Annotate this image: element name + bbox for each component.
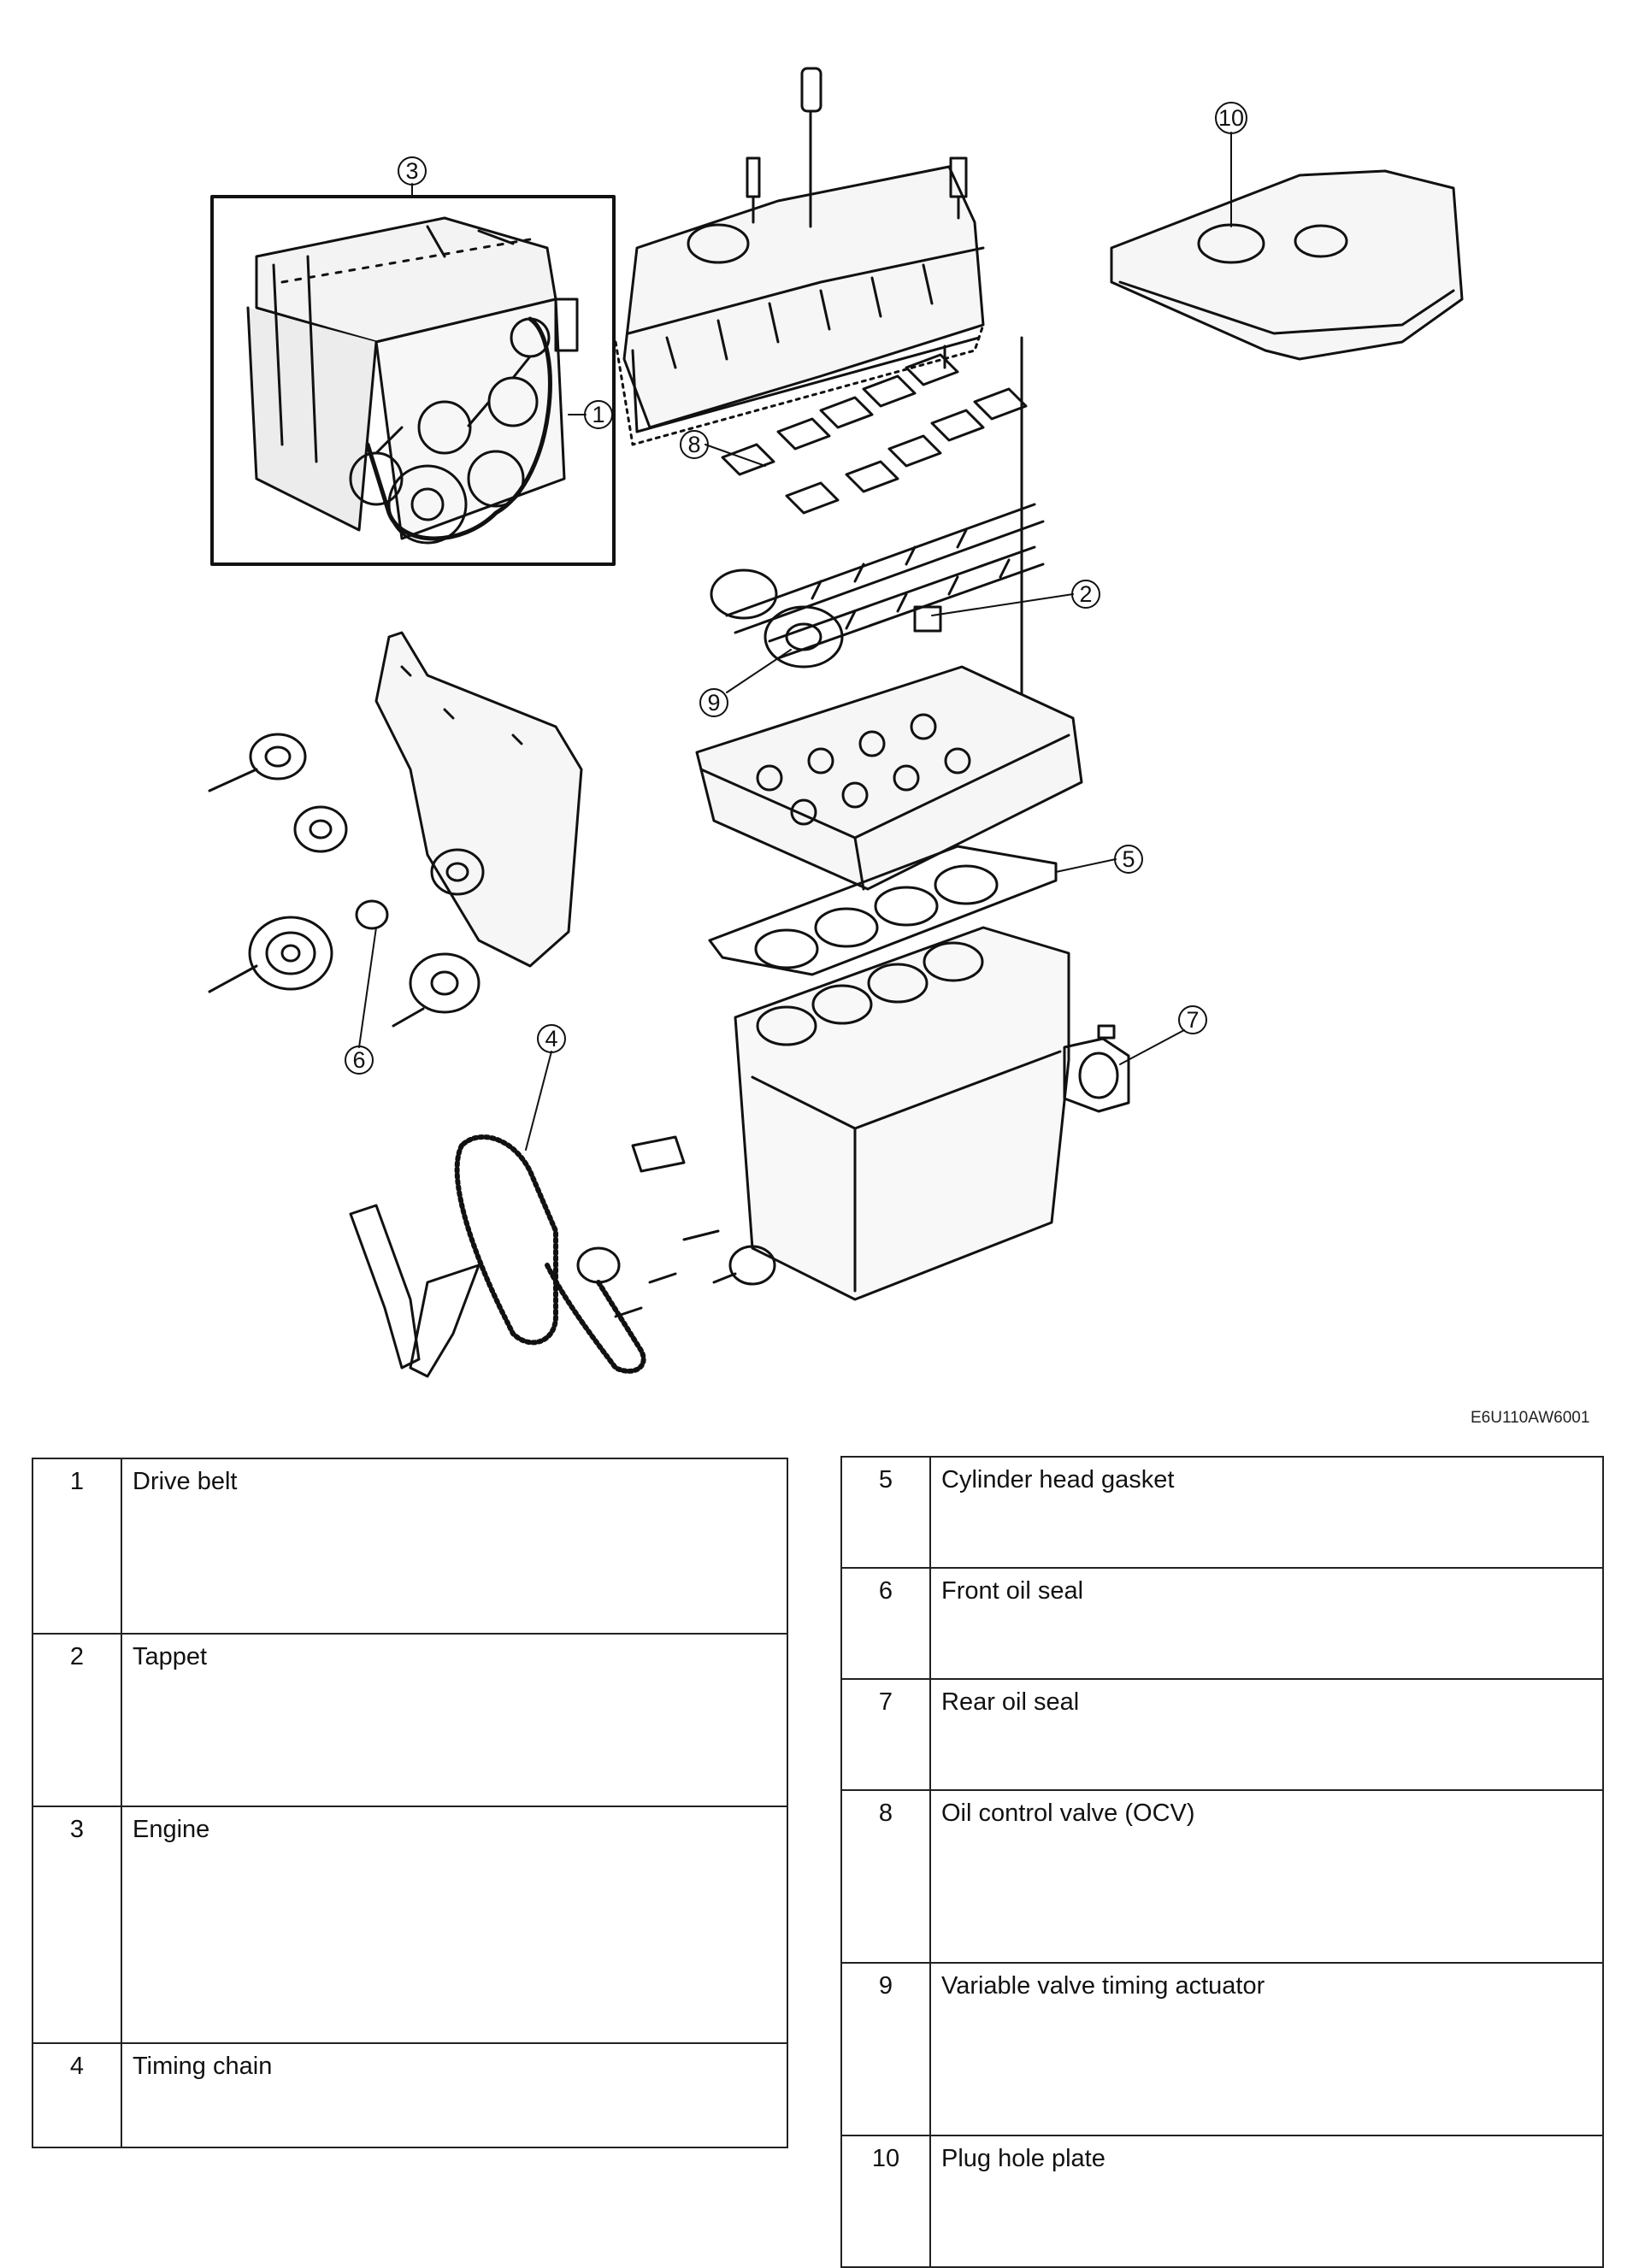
legend-part-name: Engine — [121, 1806, 787, 2043]
callout-5 — [1115, 845, 1142, 873]
legend-part-name: Drive belt — [121, 1458, 787, 1634]
legend-part-name: Plug hole plate — [930, 2135, 1603, 2267]
svg-text:8: 8 — [687, 432, 701, 457]
legend-row — [841, 2135, 1603, 2267]
callout-8 — [681, 431, 708, 458]
legend-table-left — [32, 1458, 788, 2148]
callout-6 — [345, 1046, 373, 1074]
callout-1 — [585, 401, 612, 428]
callout-10 — [1216, 103, 1247, 133]
legend-row — [841, 1790, 1603, 1963]
legend-number: 8 — [841, 1790, 930, 1963]
svg-text:2: 2 — [1079, 581, 1093, 607]
rear-oil-seal-part — [1064, 1026, 1129, 1111]
svg-text:7: 7 — [1186, 1007, 1200, 1033]
plug-hole-plate-part — [1111, 171, 1462, 359]
legend-number: 1 — [32, 1458, 121, 1634]
legend-row — [32, 1634, 787, 1806]
legend-number: 2 — [32, 1634, 121, 1806]
legend-part-name: Oil control valve (OCV) — [930, 1790, 1603, 1963]
legend-part-name: Tappet — [121, 1634, 787, 1806]
legend-row — [841, 1568, 1603, 1679]
legend-number: 10 — [841, 2135, 930, 2267]
svg-text:1: 1 — [592, 402, 605, 427]
svg-text:4: 4 — [545, 1026, 558, 1052]
figure-code: E6U110AW6001 — [1471, 1409, 1590, 1427]
legend-part-name: Front oil seal — [930, 1568, 1603, 1679]
svg-text:5: 5 — [1122, 846, 1135, 872]
callout-7 — [1179, 1006, 1206, 1034]
legend-number: 7 — [841, 1679, 930, 1790]
timing-chain-cover — [376, 633, 581, 966]
engine-inset — [212, 197, 614, 564]
cam-cover — [616, 167, 983, 445]
callout-4 — [538, 1025, 565, 1052]
legend-row — [841, 1457, 1603, 1568]
legend-row — [841, 1963, 1603, 2135]
legend-row — [32, 2043, 787, 2147]
svg-text:10: 10 — [1217, 105, 1245, 131]
timing-chain-assembly — [351, 1137, 775, 1376]
legend-number: 5 — [841, 1457, 930, 1568]
legend-number: 3 — [32, 1806, 121, 2043]
svg-text:6: 6 — [352, 1047, 366, 1073]
legend-number: 6 — [841, 1568, 930, 1679]
callout-9 — [700, 689, 728, 716]
svg-text:9: 9 — [707, 690, 721, 716]
cylinder-block — [735, 928, 1069, 1299]
legend-part-name: Timing chain — [121, 2043, 787, 2147]
svg-text:3: 3 — [405, 158, 419, 184]
legend-part-name: Variable valve timing actuator — [930, 1963, 1603, 2135]
legend-row — [32, 1458, 787, 1634]
callout-3 — [398, 157, 426, 185]
legend-row — [32, 1806, 787, 2043]
legend-number: 9 — [841, 1963, 930, 2135]
callout-2 — [1072, 580, 1100, 608]
legend-part-name: Rear oil seal — [930, 1679, 1603, 1790]
legend-row — [841, 1679, 1603, 1790]
legend-part-name: Cylinder head gasket — [930, 1457, 1603, 1568]
cylinder-head — [697, 667, 1082, 889]
legend-table-right — [840, 1456, 1604, 2268]
legend-number: 4 — [32, 2043, 121, 2147]
camshafts — [711, 504, 1043, 667]
